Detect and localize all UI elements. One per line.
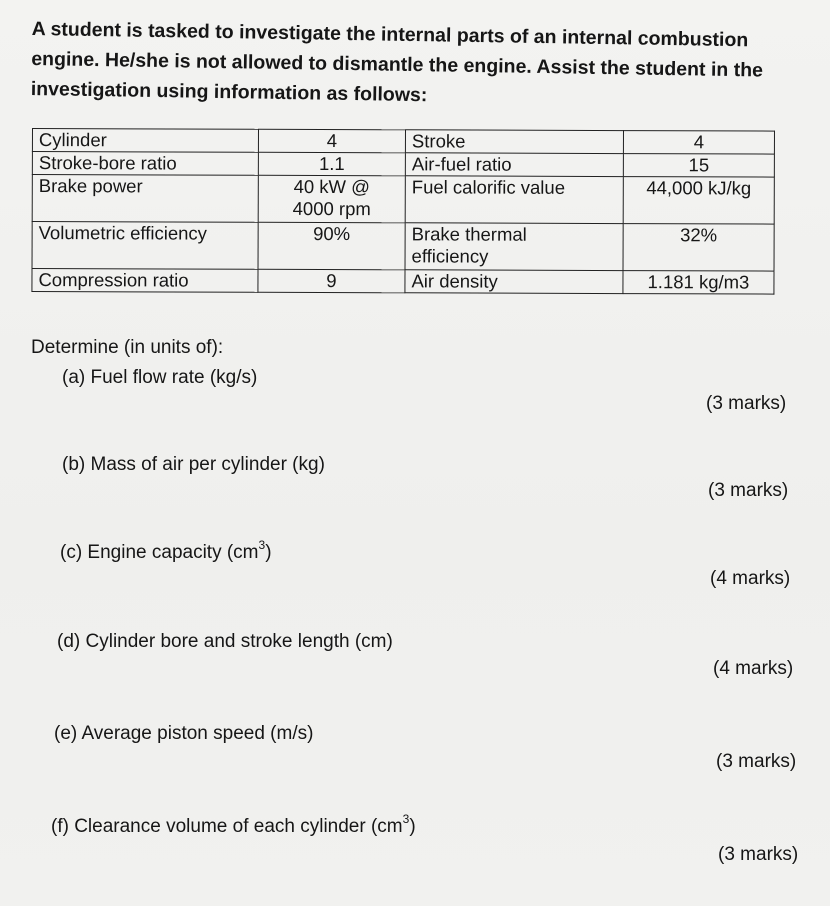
table-row <box>32 269 774 295</box>
brake-power-value-line-2: 4000 rpm <box>292 197 371 220</box>
question-f <box>51 811 416 839</box>
stroke-label: Stroke <box>405 130 623 154</box>
brake-thermal-label <box>405 223 623 271</box>
marks-e: (3 marks) <box>716 751 797 772</box>
brake-thermal-label-line-2: efficiency <box>411 245 489 267</box>
table-row <box>32 175 774 225</box>
intro-line-1: A student is tasked to investigate the internal parts of an internal combustion <box>31 17 749 52</box>
marks-f: (3 marks) <box>718 844 799 865</box>
table-row <box>32 152 774 178</box>
question-f-text: (f) Clearance volume of each cylinder (cm <box>51 816 403 837</box>
compression-label: Compression ratio <box>32 269 258 293</box>
calorific-value: 44,000 kJ/kg <box>623 177 774 225</box>
air-density-value: 1.181 kg/m3 <box>623 271 774 295</box>
question-c-text: (c) Engine capacity (cm <box>60 542 259 563</box>
brake-thermal-label-line-1: Brake thermal <box>411 223 527 245</box>
brake-thermal-value: 32% <box>623 224 774 272</box>
brake-power-value-line-1: 40 kW @ <box>293 175 371 198</box>
question-c-close: ) <box>265 542 272 563</box>
brake-power-value <box>258 175 405 223</box>
question-d: (d) Cylinder bore and stroke length (cm) <box>57 631 393 652</box>
table-row <box>32 222 774 272</box>
marks-b: (3 marks) <box>708 480 789 501</box>
question-c <box>60 537 272 565</box>
intro-line-2: engine. He/she is not allowed to dismantle the engine. Assist the student in the <box>31 47 764 82</box>
cylinder-label: Cylinder <box>32 129 258 153</box>
determine-heading: Determine (in units of): <box>31 337 224 358</box>
intro-paragraph <box>31 14 802 116</box>
stroke-bore-value: 1.1 <box>258 152 405 176</box>
intro-line-3: investigation using information as follows: <box>30 77 428 107</box>
marks-a: (3 marks) <box>706 393 787 414</box>
air-fuel-value: 15 <box>623 154 774 178</box>
air-density-label: Air density <box>405 270 623 294</box>
engine-spec-table <box>31 128 775 295</box>
compression-value: 9 <box>258 269 405 293</box>
question-e: (e) Average piston speed (m/s) <box>54 723 314 744</box>
table-row <box>32 129 774 155</box>
brake-power-label: Brake power <box>32 175 258 223</box>
question-b: (b) Mass of air per cylinder (kg) <box>62 454 325 475</box>
vol-eff-value: 90% <box>258 222 405 270</box>
calorific-label: Fuel calorific value <box>405 176 623 224</box>
vol-eff-label: Volumetric efficiency <box>32 222 258 270</box>
cylinder-value: 4 <box>258 129 405 153</box>
question-f-close: ) <box>409 816 416 837</box>
question-a: (a) Fuel flow rate (kg/s) <box>62 367 258 388</box>
question-f-superscript: 3 <box>402 811 410 826</box>
stroke-value: 4 <box>623 131 774 155</box>
marks-c: (4 marks) <box>710 568 791 589</box>
air-fuel-label: Air-fuel ratio <box>405 153 623 177</box>
marks-d: (4 marks) <box>713 658 794 679</box>
stroke-bore-label: Stroke-bore ratio <box>32 152 258 176</box>
question-c-superscript: 3 <box>258 537 266 552</box>
